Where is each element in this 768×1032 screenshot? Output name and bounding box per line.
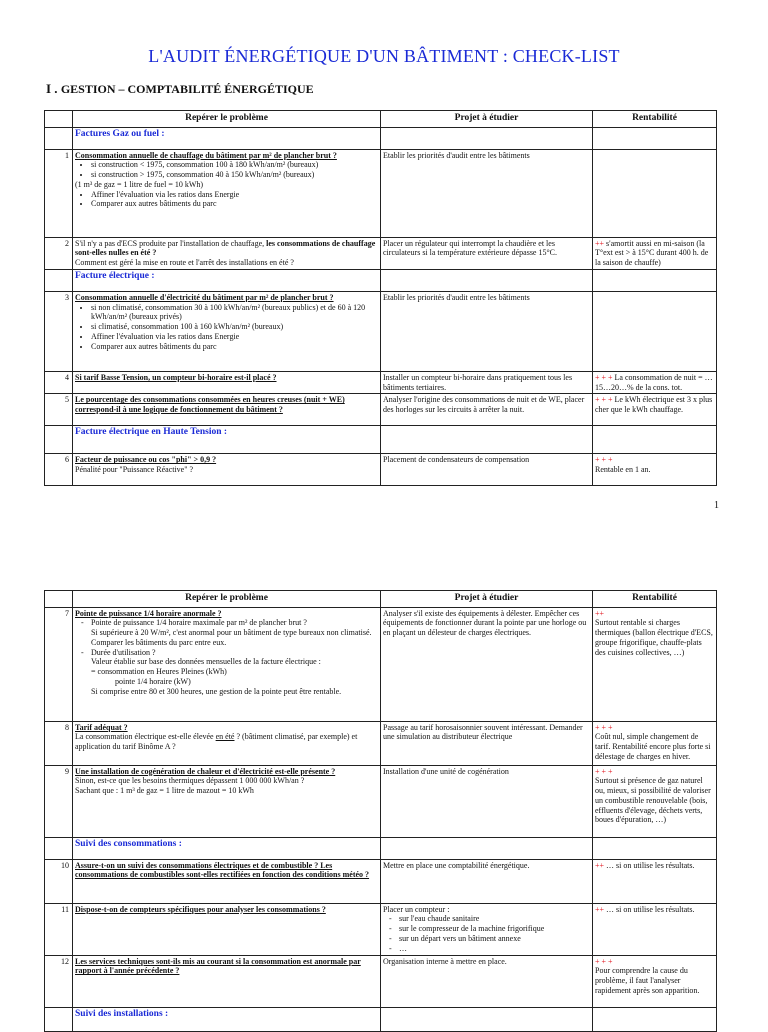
page-title: L'AUDIT ÉNERGÉTIQUE D'UN BÂTIMENT : CHECK-LIST xyxy=(148,46,620,66)
rentability-cell xyxy=(593,859,717,903)
header-number xyxy=(45,111,73,128)
rentability-mark: ++ xyxy=(595,860,605,870)
rentability-text: Le kWh électrique est 3 x plus cher que le kWh chauffage. xyxy=(595,395,713,415)
rentability-text: … si on utilise les résultats. xyxy=(604,904,695,914)
rentability-text: s'amortit aussi en mi-saison (la T°ext est > à 15°C durant 400 h. de la saison de chauffe) xyxy=(595,238,709,268)
project-cell: Placement de condensateurs de compensation xyxy=(381,454,593,486)
problem-text: Valeur établie sur base des données mensuelles de la facture électrique : xyxy=(91,657,321,667)
problem-cell xyxy=(73,765,381,837)
header-number xyxy=(45,591,73,608)
category-consumption-tracking: Suivi des consommations : xyxy=(73,837,381,859)
row-number: 5 xyxy=(45,394,73,426)
rentability-mark: ++ xyxy=(595,608,605,618)
list-item: • Affiner l'évaluation via les ratios dans Energie xyxy=(91,190,378,200)
rentability-cell xyxy=(593,721,717,765)
rentability-mark: + + + xyxy=(595,766,613,776)
table-row xyxy=(45,237,717,269)
rentability-text: Coût nul, simple changement de tarif. Rentabilité encore plus forte si délestage de charges en hiver. xyxy=(595,732,711,761)
list-item: - sur l'eau chaude sanitaire xyxy=(399,914,590,924)
row-number: 7 xyxy=(45,607,73,721)
list-item: • si climatisé, consommation 100 à 160 kWh/an/m² (bureaux) xyxy=(91,322,378,332)
header-project: Projet à étudier xyxy=(381,591,593,608)
rentability-mark: + + + xyxy=(595,395,613,405)
page-number: 1 xyxy=(714,500,719,511)
rentability-mark: + + + xyxy=(595,722,613,732)
list-item: • si non climatisé, consommation 30 à 100 kWh/an/m² (bureaux publics) et de 60 à 120 kWh/an/m² (bureaux privés) xyxy=(91,303,378,323)
section-heading xyxy=(46,81,314,97)
problem-title: Le pourcentage des consommations consommées en heures creuses (nuit + WE) correspond-il à une logique de fonctionnement du bâtiment ? xyxy=(73,394,381,426)
rentability-cell xyxy=(593,291,717,371)
rentability-cell xyxy=(593,955,717,1007)
row-number: 11 xyxy=(45,903,73,955)
table-row xyxy=(45,371,717,394)
problem-cell xyxy=(73,291,381,371)
row-number: 1 xyxy=(45,149,73,237)
rentability-mark: ++ xyxy=(595,904,605,914)
rentability-mark: + + + xyxy=(595,372,613,382)
header-rentability: Rentabilité xyxy=(593,591,717,608)
rentability-cell xyxy=(593,765,717,837)
header-project: Projet à étudier xyxy=(381,111,593,128)
section-initial: G xyxy=(60,82,71,96)
rentability-text: Surtout si présence de gaz naturel ou, mieux, si possibilité de valoriser un combustible renouvelable (bois, effluents d'élevage, déchets verts, boues d'épuration, …) xyxy=(595,776,711,825)
rentability-text: Rentable en 1 an. xyxy=(595,465,651,475)
project-cell: Mettre en place une comptabilité énergétique. xyxy=(381,859,593,903)
problem-title: Consommation annuelle d'électricité du bâtiment par m² de plancher brut ? xyxy=(75,292,334,302)
table-row xyxy=(45,955,717,1007)
formula-numerator: = consommation en Heures Pleines (kWh) xyxy=(91,667,227,677)
list-item: - Durée d'utilisation ? xyxy=(91,648,378,658)
project-cell: Organisation interne à mettre en place. xyxy=(381,955,593,1007)
problem-title: Une installation de cogénération de chaleur et d'électricité est-elle présente ? xyxy=(75,766,336,776)
project-cell xyxy=(381,903,593,955)
list-item: - sur un départ vers un bâtiment annexe xyxy=(399,934,590,944)
problem-text-part: ? (bâtiment climatisé, par exemple) et application du tarif Binôme A ? xyxy=(75,732,358,752)
row-number: 6 xyxy=(45,454,73,486)
header-rentability: Rentabilité xyxy=(593,111,717,128)
problem-cell xyxy=(73,454,381,486)
list-item: • Affiner l'évaluation via les ratios dans Energie xyxy=(91,332,378,342)
problem-cell xyxy=(73,721,381,765)
table-row xyxy=(45,394,717,426)
checklist-table-1 xyxy=(44,110,717,486)
project-cell: Etablir les priorités d'audit entre les bâtiments xyxy=(381,291,593,371)
category-row xyxy=(45,1007,717,1031)
project-cell: Installation d'une unité de cogénération xyxy=(381,765,593,837)
problem-text-bold: les consommations de chauffage sont-elles nulles en été ? xyxy=(75,238,376,258)
problem-text: Comparer les bâtiments du parc entre eux. xyxy=(91,637,227,647)
conversion-note: (1 m³ de gaz = 1 litre de fuel = 10 kWh) xyxy=(75,179,204,189)
category-row xyxy=(45,837,717,859)
project-text: Placer un compteur : xyxy=(383,904,450,914)
problem-title: Assure-t-on un suivi des consommations électriques et de combustible ? Les consommations de combustibles sont-elles rectifiées en fonction des conditions météo ? xyxy=(73,859,381,903)
header-problem: Repérer le problème xyxy=(73,111,381,128)
problem-text xyxy=(75,732,378,752)
rentability-cell xyxy=(593,454,717,486)
row-number: 10 xyxy=(45,859,73,903)
table-header-row xyxy=(45,111,717,128)
problem-title: Tarif adéquat ? xyxy=(75,722,128,732)
problem-cell xyxy=(73,607,381,721)
rentability-cell xyxy=(593,149,717,237)
row-number: 8 xyxy=(45,721,73,765)
project-cell: Passage au tarif horosaisonnier souvent intéressant. Demander une simulation au distributeur électrique xyxy=(381,721,593,765)
rentability-cell xyxy=(593,371,717,394)
table-row xyxy=(45,721,717,765)
problem-title: Consommation annuelle de chauffage du bâtiment par m² de plancher brut ? xyxy=(75,150,337,160)
table-row xyxy=(45,454,717,486)
row-number: 3 xyxy=(45,291,73,371)
problem-text: Si comprise entre 80 et 300 heures, une gestion de la pointe peut être rentable. xyxy=(91,686,342,696)
project-cell: Placer un régulateur qui interrompt la chaudière et les circulateurs si la température extérieure dépasse 15°C. xyxy=(381,237,593,269)
section-rest: ESTION – COMPTABILITÉ ÉNERGÉTIQUE xyxy=(70,82,314,96)
problem-text: Sachant que : 1 m³ de gaz = 1 litre de mazout = 10 kWh xyxy=(75,786,254,796)
row-number: 9 xyxy=(45,765,73,837)
category-high-voltage: Facture électrique en Haute Tension : xyxy=(73,426,381,454)
category-row xyxy=(45,269,717,291)
table-row xyxy=(45,859,717,903)
problem-text: S'il n'y a pas d'ECS produite par l'installation de chauffage, xyxy=(75,238,267,248)
problem-title: Les services techniques sont-ils mis au courant si la consommation est anormale par rapport à l'année précédente ? xyxy=(73,955,381,1007)
category-gaz: Factures Gaz ou fuel : xyxy=(73,127,381,149)
row-number: 4 xyxy=(45,371,73,394)
list-item: - Pointe de puissance 1/4 horaire maximale par m² de plancher brut ? xyxy=(91,618,378,628)
project-cell: Installer un compteur bi-horaire dans pratiquement tous les bâtiments tertiaires. xyxy=(381,371,593,394)
table-row xyxy=(45,765,717,837)
problem-title: Facteur de puissance ou cos "phi" > 0,9 ? xyxy=(75,455,217,465)
list-item: • Comparer aux autres bâtiments du parc xyxy=(91,342,378,352)
formula-denominator: pointe 1/4 horaire (kW) xyxy=(115,676,191,686)
problem-text: Comment est géré la mise en route et l'arrêt des installations en été ? xyxy=(75,258,294,268)
problem-title: Si tarif Basse Tension, un compteur bi-horaire est-il placé ? xyxy=(73,371,381,394)
table-row xyxy=(45,291,717,371)
problem-text-part: La consommation électrique est-elle élevée xyxy=(75,732,216,742)
category-installation-tracking: Suivi des installations : xyxy=(73,1007,381,1031)
summer-underlined: en été xyxy=(215,732,235,742)
table-header-row xyxy=(45,591,717,608)
table-row xyxy=(45,903,717,955)
problem-text: Si supérieure à 20 W/m², c'est anormal pour un bâtiment de type bureaux non climatisé. xyxy=(91,628,372,638)
rentability-cell xyxy=(593,237,717,269)
rentability-cell xyxy=(593,607,717,721)
list-item: • Comparer aux autres bâtiments du parc xyxy=(91,199,378,209)
checklist-table-2 xyxy=(44,590,717,1032)
category-row xyxy=(45,426,717,454)
row-number: 12 xyxy=(45,955,73,1007)
problem-title: Dispose-t-on de compteurs spécifiques pour analyser les consommations ? xyxy=(73,903,381,955)
problem-text: Pénalité pour "Puissance Réactive" ? xyxy=(75,465,194,475)
list-item: - … xyxy=(399,944,590,954)
rentability-mark: + + + xyxy=(595,956,613,966)
category-electric: Facture électrique : xyxy=(73,269,381,291)
category-row xyxy=(45,127,717,149)
rentability-mark: ++ xyxy=(595,238,605,248)
project-cell: Etablir les priorités d'audit entre les bâtiments xyxy=(381,149,593,237)
problem-cell xyxy=(73,237,381,269)
rentability-mark: + + + xyxy=(595,455,613,465)
rentability-text: La consommation de nuit = … 15…20…% de la cons. tot. xyxy=(595,372,713,392)
project-cell: Analyser s'il existe des équipements à délester. Empêcher ces équipements de fonctionner durant la pointe par une horloge ou en plaçant un délesteur de charges électriques. xyxy=(381,607,593,721)
problem-text: Sinon, est-ce que les besoins thermiques dépassent 1 000 000 kWh/an ? xyxy=(75,776,305,786)
table-row xyxy=(45,607,717,721)
rentability-cell xyxy=(593,394,717,426)
section-number: I . xyxy=(46,81,61,96)
list-item: • si construction < 1975, consommation 100 à 180 kWh/an/m² (bureaux) xyxy=(91,160,378,170)
header-problem: Repérer le problème xyxy=(73,591,381,608)
row-number: 2 xyxy=(45,237,73,269)
problem-title: Pointe de puissance 1/4 horaire anormale ? xyxy=(75,608,222,618)
rentability-text: Pour comprendre la cause du problème, il faut l'analyser rapidement après son apparition. xyxy=(595,966,700,995)
rentability-text: Surtout rentable si charges thermiques (ballon électrique d'ECS, groupe frigorifique, chauffe-plats des cuisines collectives, …) xyxy=(595,618,713,657)
rentability-text: … si on utilise les résultats. xyxy=(604,860,695,870)
project-cell: Analyser l'origine des consommations de nuit et de WE, placer des horloges sur les circuits à arrêter la nuit. xyxy=(381,394,593,426)
list-item: • si construction > 1975, consommation 40 à 150 kWh/an/m² (bureaux) xyxy=(91,170,378,180)
table-row xyxy=(45,149,717,237)
problem-cell xyxy=(73,149,381,237)
list-item: - sur le compresseur de la machine frigorifique xyxy=(399,924,590,934)
rentability-cell xyxy=(593,903,717,955)
